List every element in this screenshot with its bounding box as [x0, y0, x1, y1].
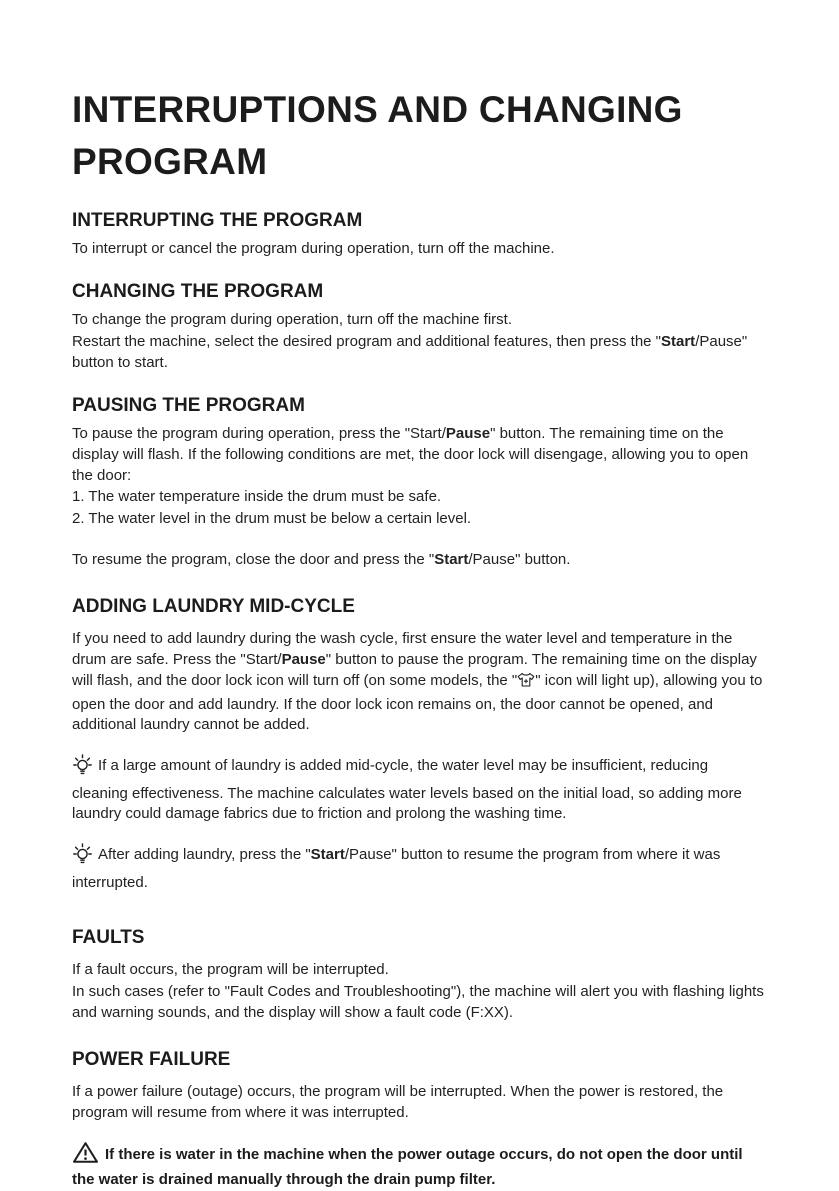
section-heading: POWER FAILURE	[72, 1049, 231, 1071]
paragraph: If a fault occurs, the program will be interrupted.	[72, 961, 389, 979]
warning-triangle-icon	[72, 1141, 99, 1171]
tip	[72, 842, 767, 893]
text-segment: /Pause" button.	[468, 550, 571, 568]
text-segment: Restart the machine, select the desired program and additional features, then press the "	[72, 332, 661, 350]
text-segment: To pause the program during operation, press the "Start/	[72, 425, 446, 443]
section-faults	[72, 927, 767, 1023]
text-segment: /Pause" button to start.	[72, 332, 748, 371]
text-segment: " button. The remaining time on the display will flash. If the following conditions are met, the door lock will disengage, allowing you to open the door:	[72, 425, 749, 484]
section-heading: CHANGING THE PROGRAM	[72, 281, 324, 303]
list-item: 1. The water temperature inside the drum must be safe.	[72, 488, 442, 506]
page-title: INTERRUPTIONS AND CHANGING PROGRAM	[72, 89, 683, 182]
section-adding-laundry-mid-cycle	[72, 596, 767, 893]
text-segment-bold: Start	[661, 332, 696, 350]
list-item: 2. The water level in the drum must be below a certain level.	[72, 510, 472, 528]
section-heading: INTERRUPTING THE PROGRAM	[72, 209, 363, 231]
text-segment-bold: Pause	[281, 651, 326, 669]
text-segment: To resume the program, close the door and press the "	[72, 550, 435, 568]
text-segment: If a large amount of laundry is added mid-cycle, the water level may be insufficient, reducing cleaning effectiveness. The machine calculates water levels based on the initial load, so adding more laundry could damage fabrics due to friction and prolong the washing time.	[72, 756, 742, 823]
text-segment-bold: Start	[310, 845, 345, 863]
section-heading: PAUSING THE PROGRAM	[72, 395, 305, 417]
text-segment: /Pause" button to resume the program from where it was interrupted.	[72, 845, 721, 891]
section-changing-the-program	[72, 281, 767, 373]
add-laundry-icon	[517, 672, 535, 695]
section-pausing-the-program	[72, 395, 767, 570]
text-segment: " icon will light up), allowing you to open the door and add laundry. If the door lock icon remains on, the door cannot be opened, and additional laundry cannot be added.	[72, 671, 763, 734]
text-segment: If there is water in the machine when the power outage occurs, do not open the door until the water is drained manually through the drain pump filter.	[72, 1145, 743, 1189]
warning-note	[72, 1141, 767, 1191]
paragraph: To interrupt or cancel the program during operation, turn off the machine.	[72, 239, 555, 257]
text-segment-bold: Pause	[445, 425, 491, 443]
tip	[72, 753, 767, 825]
paragraph	[72, 424, 767, 486]
lightbulb-icon	[72, 753, 93, 784]
lightbulb-icon	[72, 842, 93, 873]
paragraph	[72, 550, 767, 571]
section-heading: FAULTS	[72, 927, 145, 949]
paragraph: To change the program during operation, turn off the machine first.	[72, 311, 512, 329]
section-interrupting-the-program	[72, 210, 767, 260]
paragraph	[72, 629, 767, 735]
text-segment: " button to pause the program. The remaining time on the display will flash, and the door lock icon will turn off (on some models, the "	[72, 651, 757, 689]
paragraph: If a power failure (outage) occurs, the program will be interrupted. When the power is restored, the program will resume from where it was interrupted.	[72, 1083, 724, 1122]
text-segment-bold: Start	[434, 550, 469, 568]
text-segment: After adding laundry, press the "	[98, 845, 311, 863]
paragraph: In such cases (refer to "Fault Codes and Troubleshooting"), the machine will alert you with flashing lights and warning sounds, and the display will show a fault code (F:XX).	[72, 983, 764, 1021]
text-segment: If you need to add laundry during the wash cycle, first ensure the water level and temperature in the drum are safe. Press the "Start/	[72, 630, 733, 669]
section-heading: ADDING LAUNDRY MID-CYCLE	[72, 596, 355, 618]
section-power-failure	[72, 1049, 767, 1191]
paragraph	[72, 332, 767, 373]
